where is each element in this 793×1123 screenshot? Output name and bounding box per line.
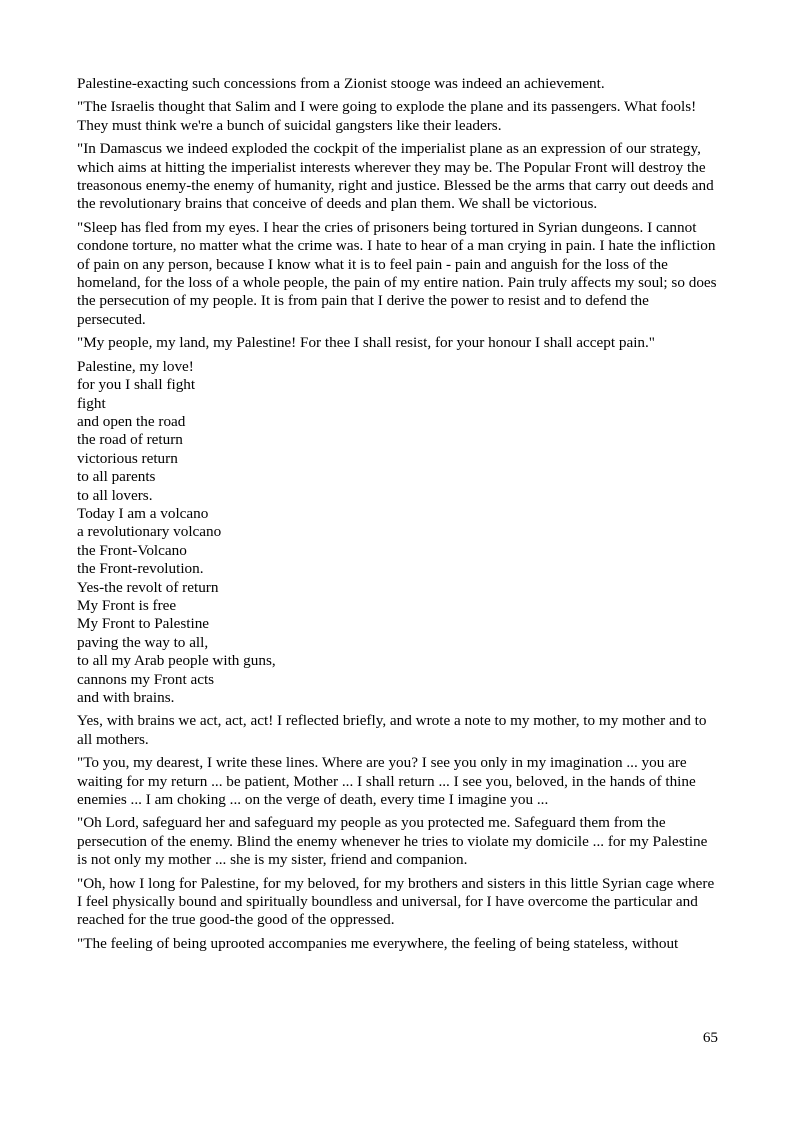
page-body: [77, 75, 721, 958]
poem-line: cannons my Front acts: [77, 670, 215, 688]
poem-line: for you I shall fight: [77, 376, 196, 394]
poem-line: fight: [77, 394, 106, 412]
poem-line: to all lovers.: [77, 486, 153, 504]
page-number: 65: [702, 1029, 718, 1046]
poem: [77, 358, 721, 708]
paragraph: "Oh Lord, safeguard her and safeguard my people as you protected me. Safeguard them from the persecution of the enemy. Blind the enemy whenever he tries to violate my domicile ... for my Palestine is not only my mother ... she is my sister, friend and companion.: [77, 814, 708, 869]
poem-line: My Front is free: [77, 596, 177, 614]
paragraph: "My people, my land, my Palestine! For thee I shall resist, for your honour I shall accept pain.": [77, 334, 656, 352]
poem-line: and with brains.: [77, 689, 175, 706]
paragraph: "In Damascus we indeed exploded the cockpit of the imperialist plane as an expression of our strategy, which aims at hitting the imperialist interests wherever they may be. The Popular Front will destroy the treasonous enemy-the enemy of humanity, right and justice. Blessed be the arms that carry out deeds and the revolutionary brains that conceive of deeds and plan them. We shall be victorious.: [77, 140, 714, 213]
paragraph: "The feeling of being uprooted accompanies me everywhere, the feeling of being stateless, without: [77, 934, 679, 952]
poem-line: to all parents: [77, 468, 156, 486]
paragraph: Palestine-exacting such concessions from a Zionist stooge was indeed an achievement.: [77, 75, 605, 92]
poem-line: Today I am a volcano: [77, 504, 209, 522]
paragraph: "The Israelis thought that Salim and I were going to explode the plane and its passengers. What fools! They must think we're a bunch of suicidal gangsters like their leaders.: [77, 98, 697, 134]
poem-line: the Front-Volcano: [77, 541, 187, 559]
poem-line: Palestine, my love!: [77, 357, 194, 375]
poem-line: the Front-revolution.: [77, 560, 204, 578]
poem-line: to all my Arab people with guns,: [77, 652, 276, 670]
paragraph: "To you, my dearest, I write these lines. Where are you? I see you only in my imagination ... you are waiting for my return ... be patient, Mother ... I shall return ... I see you, beloved, in the hands of thine enemies ... I am choking ... on the verge of death, every time I imagine you ...: [77, 754, 696, 809]
paragraph: "Oh, how I long for Palestine, for my beloved, for my brothers and sisters in this little Syrian cage where I feel physically bound and spiritually boundless and universal, for I have overcome the particular and reached for the true good-the good of the oppressed.: [77, 874, 715, 929]
paragraph: "Sleep has fled from my eyes. I hear the cries of prisoners being tortured in Syrian dungeons. I cannot condone torture, no matter what the crime was. I hate to hear of a man crying in pain. I hate the infliction of pain on any person, because I know what it is to feel pain - pain and anguish for the loss of the homeland, for the loss of a whole people, the pain of my entire nation. Pain truly affects my soul; so does the persecution of my people. It is from pain that I derive the power to resist and to defend the persecuted.: [77, 218, 717, 328]
poem-line: My Front to Palestine: [77, 615, 210, 633]
poem-line: paving the way to all,: [77, 633, 209, 651]
poem-line: and open the road: [77, 412, 186, 430]
poem-line: victorious return: [77, 449, 178, 467]
poem-line: the road of return: [77, 431, 183, 449]
poem-line: Yes-the revolt of return: [77, 578, 219, 596]
paragraph: Yes, with brains we act, act, act! I reflected briefly, and wrote a note to my mother, to my mother and to all mothers.: [77, 712, 707, 748]
poem-line: a revolutionary volcano: [77, 523, 222, 541]
